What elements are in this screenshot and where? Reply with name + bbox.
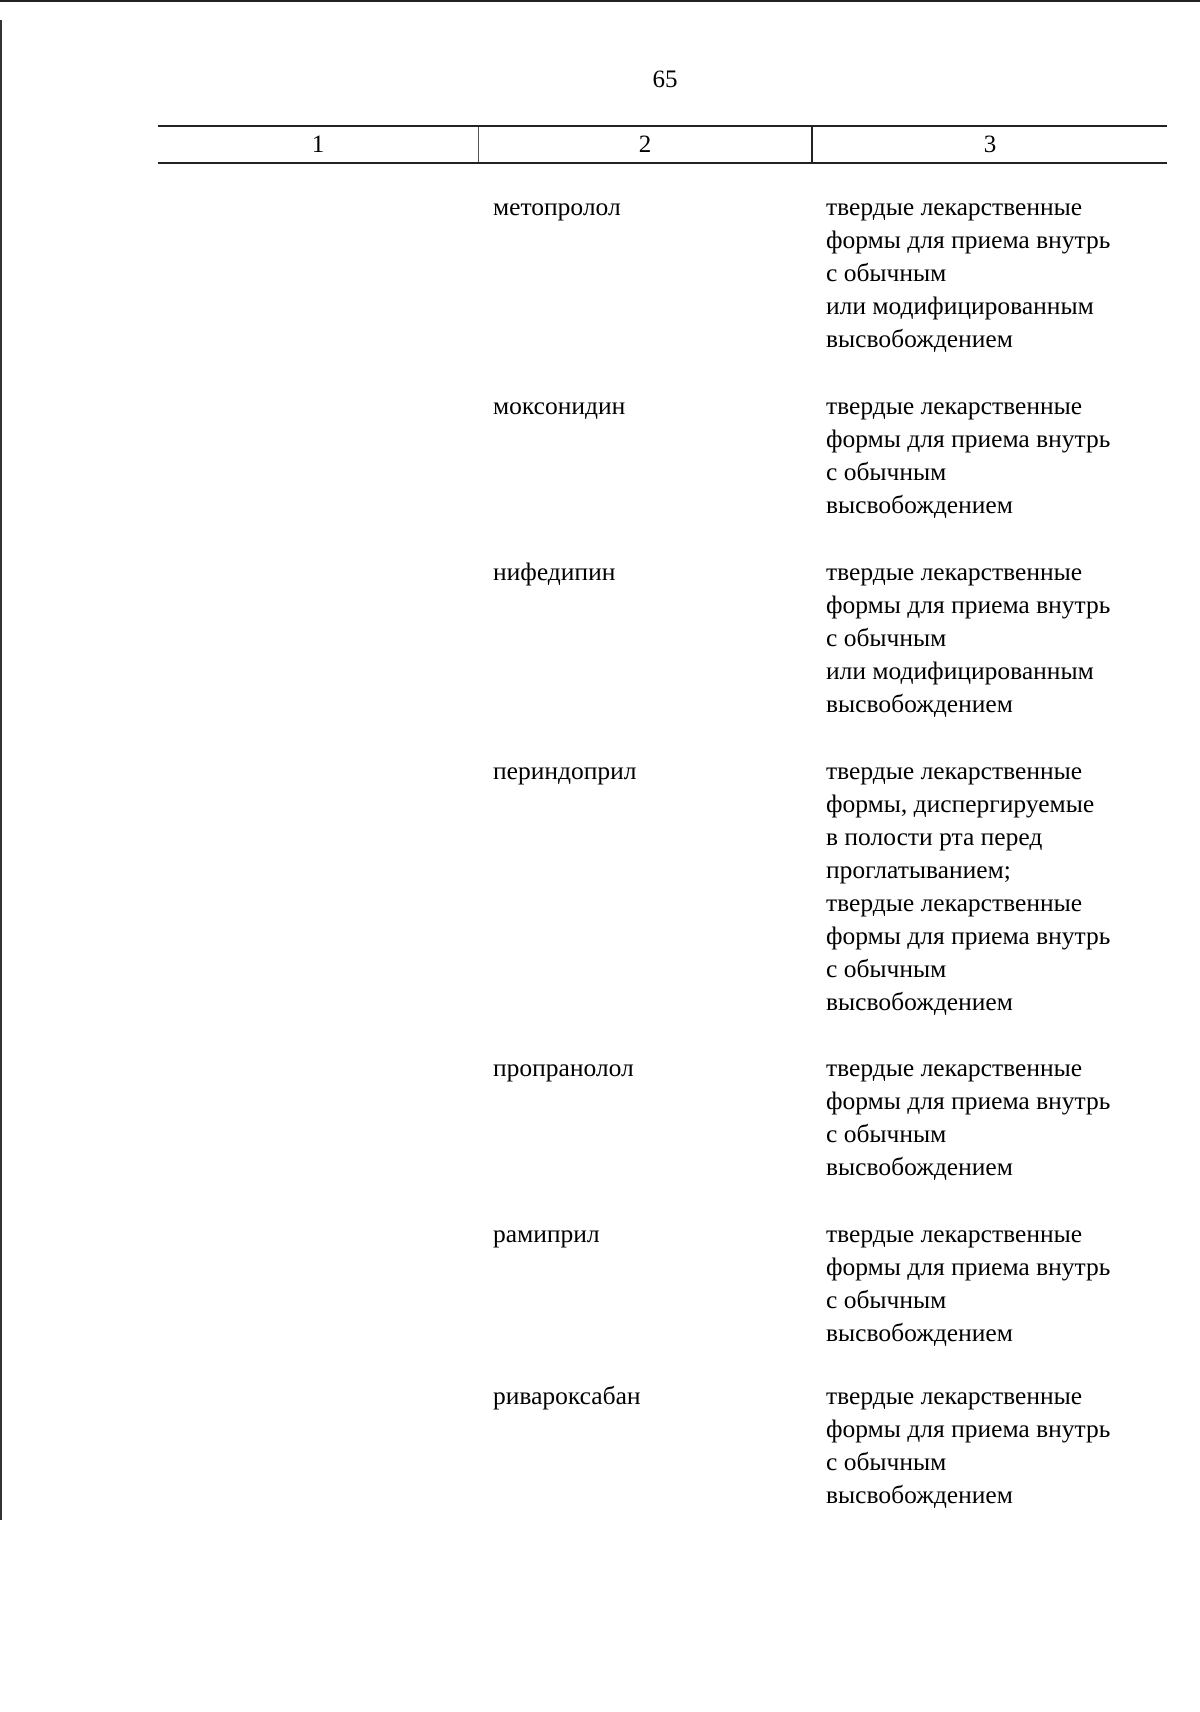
- dosage-form-line: высвобождением: [826, 987, 1013, 1016]
- dosage-form-line: с обычным: [826, 457, 947, 486]
- dosage-form-line: или модифицированным: [826, 656, 1094, 685]
- drug-name: нифедипин: [493, 557, 616, 586]
- dosage-form-line: с обычным: [826, 1447, 947, 1476]
- dosage-form: [826, 1051, 1166, 1183]
- dosage-form: [826, 190, 1166, 355]
- drug-name: моксонидин: [493, 391, 626, 420]
- dosage-form-line: с обычным: [826, 1285, 947, 1314]
- dosage-form-line: твердые лекарственные: [826, 756, 1083, 785]
- scan-edge-left: [0, 20, 2, 1520]
- dosage-form-line: твердые лекарственные: [826, 192, 1083, 221]
- dosage-form-line: высвобождением: [826, 324, 1013, 353]
- dosage-form-line: формы для приема внутрь: [826, 1252, 1111, 1281]
- column-header-3: 3: [983, 131, 997, 158]
- dosage-form: [826, 1217, 1166, 1349]
- dosage-form-line: твердые лекарственные: [826, 1381, 1083, 1410]
- dosage-form: [826, 555, 1166, 720]
- table-header: [158, 125, 1167, 164]
- dosage-form-line: с обычным: [826, 954, 947, 983]
- dosage-form-line: твердые лекарственные: [826, 1219, 1083, 1248]
- dosage-form-line: твердые лекарственные: [826, 557, 1083, 586]
- drug-name: метопролол: [493, 192, 621, 221]
- page-number: 65: [652, 66, 678, 93]
- dosage-form-line: твердые лекарственные: [826, 1053, 1083, 1082]
- dosage-form: [826, 754, 1166, 1018]
- drug-name: рамиприл: [493, 1219, 600, 1248]
- dosage-form-line: с обычным: [826, 258, 947, 287]
- dosage-form-line: формы для приема внутрь: [826, 921, 1111, 950]
- dosage-form-line: проглатыванием;: [826, 855, 1011, 884]
- dosage-form-line: с обычным: [826, 623, 947, 652]
- dosage-form-line: формы для приема внутрь: [826, 225, 1111, 254]
- dosage-form-line: формы для приема внутрь: [826, 1414, 1111, 1443]
- dosage-form: [826, 389, 1166, 521]
- dosage-form-line: в полости рта перед: [826, 822, 1043, 851]
- dosage-form-line: высвобождением: [826, 1152, 1013, 1181]
- dosage-form-line: высвобождением: [826, 1318, 1013, 1347]
- drug-name: пропранолол: [493, 1053, 634, 1082]
- dosage-form-line: формы, диспергируемые: [826, 789, 1095, 818]
- column-header-2: 2: [479, 127, 813, 162]
- dosage-form-line: высвобождением: [826, 490, 1013, 519]
- column-header-1: 1: [158, 127, 479, 162]
- dosage-form: [826, 1379, 1166, 1511]
- dosage-form-line: высвобождением: [826, 1480, 1013, 1509]
- dosage-form-line: формы для приема внутрь: [826, 590, 1111, 619]
- dosage-form-line: твердые лекарственные: [826, 391, 1083, 420]
- dosage-form-line: формы для приема внутрь: [826, 1086, 1111, 1115]
- drug-name: ривароксабан: [493, 1381, 641, 1410]
- dosage-form-line: с обычным: [826, 1119, 947, 1148]
- dosage-form-line: или модифицированным: [826, 291, 1094, 320]
- dosage-form-line: формы для приема внутрь: [826, 424, 1111, 453]
- dosage-form-line: твердые лекарственные: [826, 888, 1083, 917]
- scan-edge-top: [0, 0, 1200, 2]
- dosage-form-line: высвобождением: [826, 689, 1013, 718]
- drug-name: периндоприл: [493, 756, 637, 785]
